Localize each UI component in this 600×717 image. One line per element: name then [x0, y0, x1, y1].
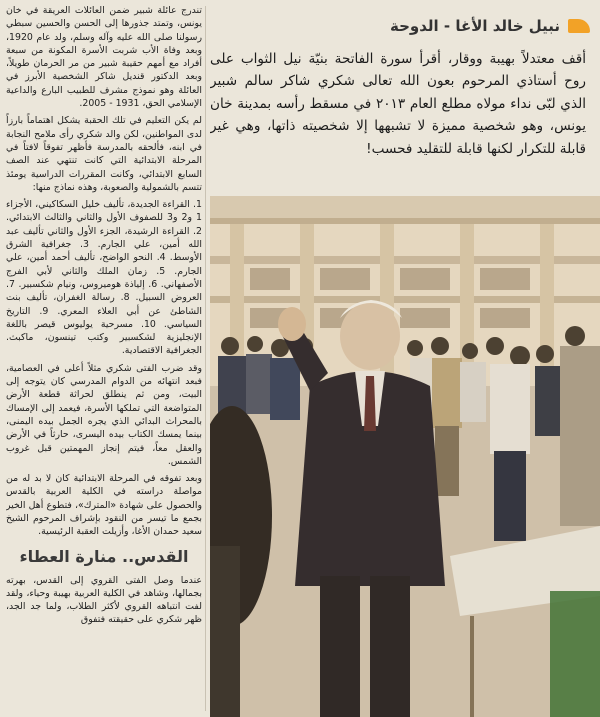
byline-tab-icon: [568, 19, 590, 33]
column-divider: [205, 6, 206, 711]
archival-photo-icon: [210, 196, 600, 717]
archival-photo: [210, 196, 600, 717]
lead-paragraph: [210, 48, 586, 188]
left-paragraph-closing: عندما وصل الفتى القروي إلى القدس، بهرته بجمالها، وشاهد في الكلية العربية بهيبة وحياء، ولقد لفت انتباهه القروي لأكثر الطلاب، ولما جد الجد، ظهر شكري على حقيقته فتفوق: [6, 574, 202, 626]
left-article-column: [6, 4, 202, 714]
left-paragraph-3: 1. القراءة الجديدة، تأليف خليل السكاكيني، الأجزاء 1 و2 و3 للصفوف الأول والثاني والثالث الابتدائي. 2. القراءة الرشيدة، الجزء الأول والثاني تأليف عبد الله أمين، علي الجارم. 3. جغرافية الشرق الأوسط. 4. النحو الواضح، تأليف أحمد أمين، علي الجارم. 5. زمان الملك والثاني لأبي الفرج الأصفهاني. 6. إلياذة هوميروس، ونيام شكسبير. 7. العروض السبيل. 8. رسالة الغفران، تأليف بنت الشاطئ عن أبي العلاء المعري. 9. التاريخ السياسي. 10. مسرحية يوليوس قيصر باللغة الإنجليزية لشكسبير وكتب تينسون، ماكبث. الجغرافية الاقتصادية.: [6, 199, 202, 357]
left-paragraph-5: وبعد تفوقه في المرحلة الابتدائية كان لا بد له من مواصلة دراسته في الكلية العربية بالقدس والحصول على شهادة «المترك»، فتطوع أهل الخير بجمع ما تيسر من النقود بإشراف المرحوم الشيخ سعيد حمدان الأغا، وأزيلت العقبة الرئيسية.: [6, 473, 202, 538]
section-subhead: القدس.. منارة العطاء: [19, 546, 189, 566]
byline: [210, 12, 590, 40]
lead-text: أقف معتدلاً بهيبة ووقار، أقرأ سورة الفاتحة بنيّة نيل الثواب على روح أستاذي المرحوم بعون الله تعالى شكري شاكر سالم شبير الذي لبّى نداء مولاه مطلع العام ٢٠١٣ في مسقط رأسه بمدينة خان يونس، وهو شخصية مميزة لا تشبهها إلا شخصيته ذاتها، وهي غير قابلة للتكرار لكنها قابلة للتقليد فحسب!: [210, 51, 586, 157]
left-paragraph-1: تندرج عائلة شبير ضمن العائلات العريقة في خان يونس، وتمتد جذورها إلى الحسن والحسين سبطي رسولنا صلى الله عليه وآله وسلم، ولد عام 1920، وبعد وفاة الأب شربت الأسرة المكونة من سبعة أفراد مع أمهم حقيبة شبير من مر الحرمان طويلاً، وبعد الدكتور قنديل شاكر الشخصية الأبرز في العائلة وهو نموذج مشرف للطبيب البارع والداعية الإسلامي الحق، 1931 - 2005.: [6, 5, 202, 110]
byline-author: نبيل خالد الأغا - الدوحة: [390, 17, 560, 35]
left-paragraph-4: وقد ضرب الفتى شكري مثلاً أعلى في العصامية، فبعد انتهائه من الدوام المدرسي كان يتوجه إلى البيت، ومن ثم ينطلق لحراثة قطعة الأرض المتواضعة التي تملكها الأسرة، فيعمد إلى الإمساك بالمحراث البدائي الذي يجره الجمل بيده اليمنى، بينما يمسك الكتاب بيده اليسرى، حارثاً في الأرض والعقل معاً، فيتم إنجاز المهمتين قبل غروب الشمس.: [6, 362, 202, 467]
left-paragraph-2: لم يكن التعليم في تلك الحقبة يشكل اهتماماً بارزاً لدى المواطنين، لكن والد شكري رأى ملامح النجابة في ابنه، فألحقه بالمدرسة فأظهر تفوقاً لافتاً في المرحلة الابتدائية التي كانت تنتهي عند الصف السابع الابتدائي، وكانت المقررات الدراسية يومئذ تتسم بالشمولية والصعوبة، وهذه نماذج منها:: [6, 115, 202, 193]
